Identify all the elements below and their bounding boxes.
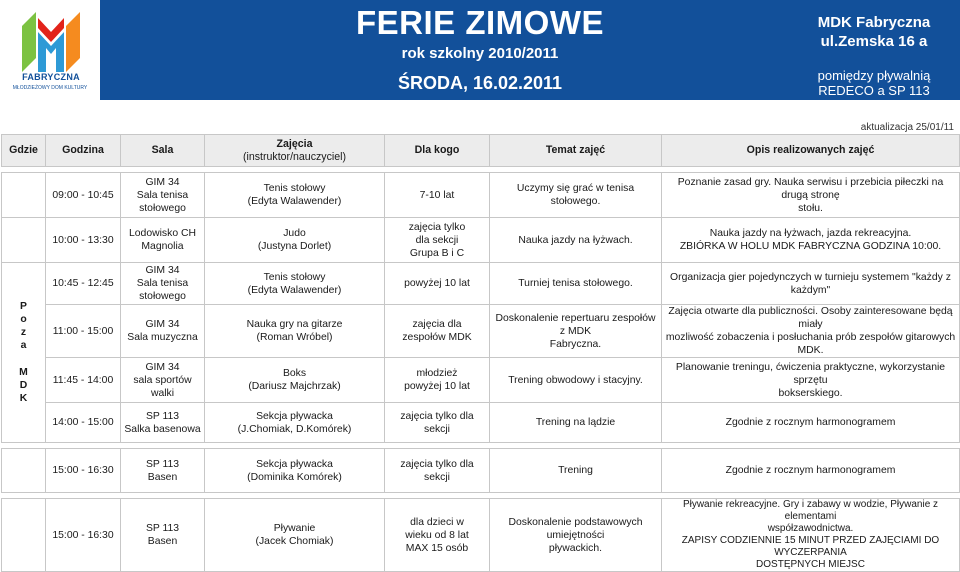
- audience-cell: zajęcia tylko dla sekcji Grupa B i C: [385, 218, 490, 263]
- activity-cell: Boks (Dariusz Majchrzak): [205, 358, 385, 403]
- time-cell: 15:00 - 16:30: [46, 499, 121, 572]
- audience-cell: dla dzieci w wieku od 8 lat MAX 15 osób: [385, 499, 490, 572]
- description-cell: Pływanie rekreacyjne. Gry i zabawy w wodzie, Pływanie z elementami współzawodnictwa. ZAPISY CODZIENNIE 15 MINUT PRZED ZAJĘCIAMI DO WYCZERPANIA DOSTĘPNYCH MIEJSC: [662, 499, 960, 572]
- activity-cell: Sekcja pływacka (Dominika Komórek): [205, 449, 385, 493]
- day-date: ŚRODA, 16.02.2011: [397, 73, 563, 93]
- column-header-room: Sala: [121, 135, 205, 167]
- time-cell: 11:00 - 15:00: [46, 305, 121, 358]
- room-cell: SP 113 Basen: [121, 449, 205, 493]
- room-cell: GIM 34 Sala tenisa stołowego: [121, 263, 205, 305]
- table-row: [2, 263, 960, 305]
- column-header-where: Gdzie: [2, 135, 46, 167]
- place-letter: P: [20, 301, 27, 312]
- logo-name: FABRYCZNA: [22, 72, 80, 82]
- column-header-activity: Zajęcia (instruktor/nauczyciel): [205, 135, 385, 167]
- time-cell: 09:00 - 10:45: [46, 173, 121, 218]
- logo-subtitle: MŁODZIEŻOWY DOM KULTURY: [12, 85, 88, 91]
- place-letter: D: [19, 380, 28, 391]
- activity-cell: Sekcja pływacka (J.Chomiak, D.Komórek): [205, 403, 385, 443]
- description-cell: Poznanie zasad gry. Nauka serwisu i przebicia piłeczki na drugą stronę stołu.: [662, 173, 960, 218]
- room-cell: SP 113 Salka basenowa: [121, 403, 205, 443]
- topic-cell: Doskonalenie repertuaru zespołów z MDK Fabryczna.: [490, 305, 662, 358]
- description-cell: Planowanie treningu, ćwiczenia praktyczne, wykorzystanie sprzętu bokserskiego.: [662, 358, 960, 403]
- table-header-row: [2, 135, 960, 167]
- audience-cell: młodzież powyżej 10 lat: [385, 358, 490, 403]
- activity-cell: Judo (Justyna Dorlet): [205, 218, 385, 263]
- room-cell: Lodowisko CH Magnolia: [121, 218, 205, 263]
- time-cell: 15:00 - 16:30: [46, 449, 121, 493]
- place-cell: [2, 173, 46, 218]
- table-row: [2, 358, 960, 403]
- description-cell: Nauka jazdy na łyżwach, jazda rekreacyjna. ZBIÓRKA W HOLU MDK FABRYCZNA GODZINA 10:00.: [662, 218, 960, 263]
- place-cell: [2, 499, 46, 572]
- room-cell: SP 113 Basen: [121, 499, 205, 572]
- table-row: [2, 499, 960, 572]
- room-cell: GIM 34 sala sportów walki: [121, 358, 205, 403]
- topic-cell: Doskonalenie podstawowych umiejętności pływackich.: [490, 499, 662, 572]
- room-cell: GIM 34 Sala tenisa stołowego: [121, 173, 205, 218]
- topic-cell: Trening obwodowy i stacyjny.: [490, 358, 662, 403]
- venue-location-line1: pomiędzy pływalnią: [817, 68, 931, 83]
- table-row: [2, 449, 960, 493]
- audience-cell: 7-10 lat: [385, 173, 490, 218]
- place-cell: [2, 449, 46, 493]
- description-cell: Zgodnie z rocznym harmonogramem: [662, 449, 960, 493]
- place-letter-spacer: [4, 352, 43, 366]
- time-cell: 14:00 - 15:00: [46, 403, 121, 443]
- audience-cell: zajęcia tylko dla sekcji: [385, 449, 490, 493]
- table-row: [2, 403, 960, 443]
- description-cell: Organizacja gier pojedynczych w turnieju systemem "każdy z każdym": [662, 263, 960, 305]
- audience-cell: powyżej 10 lat: [385, 263, 490, 305]
- column-header-audience: Dla kogo: [385, 135, 490, 167]
- school-year: rok szkolny 2010/2011: [401, 45, 559, 62]
- place-cell: [2, 218, 46, 263]
- place-letter: M: [19, 367, 28, 378]
- place-letter: a: [20, 340, 27, 351]
- activity-cell: Tenis stołowy (Edyta Walawender): [205, 263, 385, 305]
- table-row: [2, 305, 960, 358]
- update-date: aktualizacja 25/01/11: [860, 122, 954, 133]
- description-cell: Zajęcia otwarte dla publiczności. Osoby zainteresowane będą miały mozliwość zobaczenia i posłuchania prób zespołów gitarowych MDK.: [662, 305, 960, 358]
- mdk-logo-icon: [22, 12, 80, 72]
- topic-cell: Turniej tenisa stołowego.: [490, 263, 662, 305]
- page-title: FERIE ZIMOWE: [356, 4, 604, 41]
- topic-cell: Uczymy się grać w tenisa stołowego.: [490, 173, 662, 218]
- topic-cell: Nauka jazdy na łyżwach.: [490, 218, 662, 263]
- column-header-topic: Temat zajęć: [490, 135, 662, 167]
- time-cell: 10:00 - 13:30: [46, 218, 121, 263]
- activity-cell: Pływanie (Jacek Chomiak): [205, 499, 385, 572]
- table-row: [2, 173, 960, 218]
- place-letter: K: [19, 393, 28, 404]
- time-cell: 10:45 - 12:45: [46, 263, 121, 305]
- schedule-table: [1, 134, 960, 572]
- topic-cell: Trening: [490, 449, 662, 493]
- topic-cell: Trening na lądzie: [490, 403, 662, 443]
- place-letter: z: [20, 327, 27, 338]
- time-cell: 11:45 - 14:00: [46, 358, 121, 403]
- logo: [0, 0, 100, 100]
- table-row: [2, 218, 960, 263]
- venue-name: MDK Fabryczna: [817, 14, 931, 31]
- column-header-description: Opis realizowanych zajęć: [662, 135, 960, 167]
- place-letter: o: [20, 314, 27, 325]
- column-header-time: Godzina: [46, 135, 121, 167]
- place-cell: [2, 263, 46, 443]
- venue-address: ul.Zemska 16 a: [820, 33, 928, 50]
- audience-cell: zajęcia tylko dla sekcji: [385, 403, 490, 443]
- audience-cell: zajęcia dla zespołów MDK: [385, 305, 490, 358]
- venue-location-line2: REDECO a SP 113: [818, 83, 930, 98]
- header-banner: [0, 0, 960, 100]
- description-cell: Zgodnie z rocznym harmonogramem: [662, 403, 960, 443]
- room-cell: GIM 34 Sala muzyczna: [121, 305, 205, 358]
- activity-cell: Nauka gry na gitarze (Roman Wróbel): [205, 305, 385, 358]
- activity-cell: Tenis stołowy (Edyta Walawender): [205, 173, 385, 218]
